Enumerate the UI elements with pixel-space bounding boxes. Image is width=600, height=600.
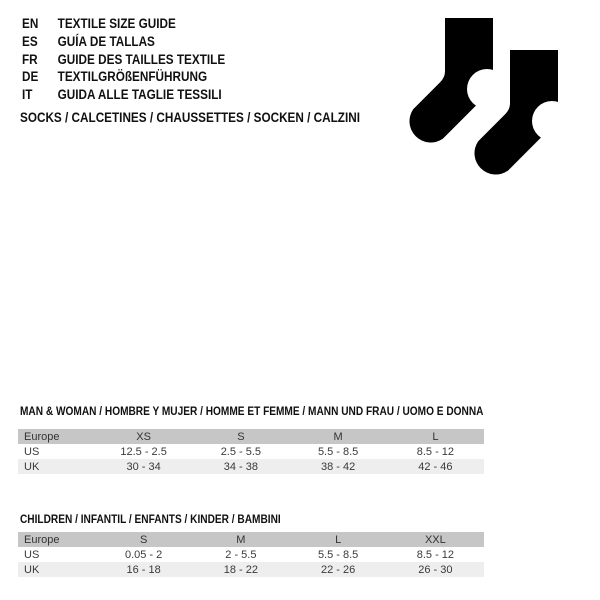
language-label: TEXTILE SIZE GUIDE [57,16,176,32]
language-row [22,86,225,104]
language-code: ES [22,34,38,50]
language-row [22,68,225,86]
language-label: GUIDE DES TAILLES TEXTILE [57,51,226,67]
language-label: GUIDA ALLE TAGLIE TESSILI [57,87,222,103]
size-table-children [18,532,484,577]
size-value: 8.5 - 12 [416,548,455,561]
size-value: 2.5 - 5.5 [220,445,262,458]
col-header-region: Europe [24,430,60,443]
language-code: EN [22,16,39,32]
size-value: 38 - 42 [321,460,356,473]
socks-icon [395,10,575,195]
table-row-uk [18,459,484,474]
region-label: US [24,445,40,458]
size-value: 0.05 - 2 [124,548,163,561]
col-header-region: Europe [24,533,60,546]
col-header-size: L [432,430,439,443]
col-header-size: M [236,533,246,546]
col-header-size: XS [136,430,151,443]
size-value: 12.5 - 2.5 [120,445,167,458]
col-header-size: S [237,430,245,443]
language-row [22,15,225,33]
col-header-size: S [139,533,148,546]
col-header-size: M [333,430,343,443]
language-label: GUÍA DE TALLAS [57,34,155,50]
language-code: IT [22,87,33,103]
language-list [22,15,225,103]
size-value: 26 - 30 [418,563,453,576]
col-header-size: XXL [424,533,446,546]
size-value: 8.5 - 12 [416,445,455,458]
size-value: 22 - 26 [321,563,356,576]
size-value: 2 - 5.5 [225,548,257,561]
size-value: 5.5 - 8.5 [317,548,359,561]
col-header-size: L [335,533,342,546]
table-row-us [18,547,484,562]
region-label: UK [24,460,40,473]
size-table-man-woman [18,429,484,474]
language-code: DE [22,69,39,85]
sock-back [409,18,507,143]
table-header-row [18,532,484,547]
size-value: 30 - 34 [126,460,161,473]
category-title: SOCKS / CALCETINES / CHAUSSETTES / SOCKEN / CALZINI [20,110,360,125]
language-label: TEXTILGRÖßENFÜHRUNG [57,69,208,85]
size-value: 34 - 38 [223,460,258,473]
size-value: 5.5 - 8.5 [317,445,359,458]
language-code: FR [22,51,38,67]
table-title-children: CHILDREN / INFANTIL / ENFANTS / KINDER / BAMBINI [20,514,281,526]
table-title-man-woman: MAN & WOMAN / HOMBRE Y MUJER / HOMME ET FEMME / MANN UND FRAU / UOMO E DONNA [20,406,484,418]
table-header-row [18,429,484,444]
language-row [22,33,225,51]
size-value: 42 - 46 [418,460,453,473]
size-value: 18 - 22 [223,563,258,576]
table-row-uk [18,562,484,577]
table-row-us [18,444,484,459]
size-value: 16 - 18 [126,563,161,576]
region-label: UK [24,563,40,576]
region-label: US [24,548,40,561]
language-row [22,50,225,68]
